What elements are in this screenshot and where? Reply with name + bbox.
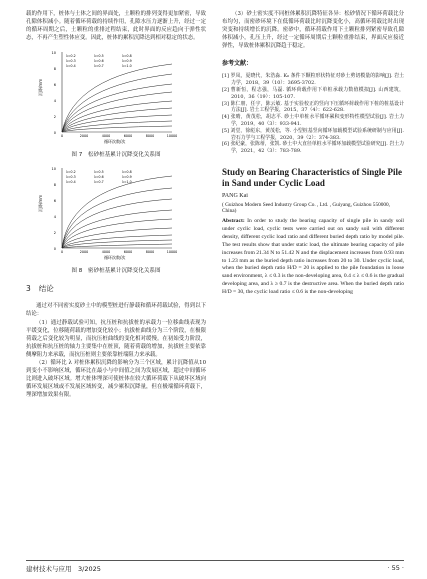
svg-text:4000: 4000 (101, 134, 111, 139)
svg-text:λ=0.6: λ=0.6 (94, 59, 104, 64)
figure-7-chart (26, 46, 206, 148)
svg-text:10: 10 (51, 167, 56, 172)
svg-text:λ=0.7: λ=0.7 (94, 180, 104, 185)
svg-text:λ=0.6: λ=0.6 (94, 175, 104, 180)
figure-8-caption: 图 8 密砂桩基累计沉降变化关系图 (71, 268, 161, 275)
svg-text:8000: 8000 (145, 250, 155, 255)
svg-text:λ=0.3: λ=0.3 (66, 59, 76, 64)
svg-text:λ=0.4: λ=0.4 (66, 64, 76, 69)
reference-item: [1] 罗凤，夏晓代，朱浩淼. K₀ 条件下颗粒形状特征对砂土剪切模量的影响[J]. 岩土力学，2018，39（10）：3695-3702. (222, 73, 404, 87)
abstract-label: Abstract: (222, 218, 245, 225)
svg-text:2: 2 (53, 231, 56, 236)
abstract-text: In order to study the bearing capacity of single pile in sandy soil under cyclic load, cyclic tests were carried out on sandy soil with different density, different cyclic load ratio and different buried depth ratio by model pile. The test results show that under static load, the ultimate bearing capacity of pile increases from 21.34 N to 51.42 N and the displacement increases from 0.93 mm to 1.23 mm as the buried depth ratio increases from 20 to 30. Under cyclic load, when the buried depth ratio H/D = 20 is applied to the pile foundation in loose sand environment, λ ≤ 0.3 is the non-developing area, 0.4 ≤ λ ≤ 0.6 is the gradual developing area, and λ ≥ 0.7 is the destructive area. When the buried depth ratio H/D = 30, the cyclic load ratio ≤ 0.6 is the non-developing (222, 218, 404, 296)
svg-text:0: 0 (53, 131, 56, 136)
svg-text:λ=0.5: λ=0.5 (94, 54, 104, 59)
page-footer (26, 560, 404, 573)
figure-7 (26, 46, 206, 148)
svg-text:0: 0 (53, 247, 56, 252)
figure-8 (26, 162, 206, 264)
svg-text:λ=0.9: λ=0.9 (122, 175, 132, 180)
svg-text:λ=0.9: λ=0.9 (122, 59, 132, 64)
section-title: 结论 (38, 284, 54, 294)
section-number: 3 (26, 284, 31, 294)
svg-text:λ=0.8: λ=0.8 (122, 170, 132, 175)
english-abstract (222, 218, 404, 297)
svg-text:10000: 10000 (166, 250, 178, 255)
svg-text:6000: 6000 (123, 134, 133, 139)
left-column (26, 10, 206, 400)
svg-text:λ=1.0: λ=1.0 (122, 64, 132, 69)
svg-text:λ=0.2: λ=0.2 (66, 54, 76, 59)
conclusion-3: （3）砂土密实度不同桩体累积沉降特征各异：松砂情况下循环荷载比分布均匀，而密砂环境下在低循环荷载比时沉降变化小，高循环荷载比时出现突变和持续增长的沉降。密砂中，循环荷载作用下土颗粒排列紧密导致孔隙体积减小，孔压上升，经过一定循环周期后土颗粒重排结束，界面反应接近弹性，导致桩体累积沉降趋于稳定。 (222, 11, 404, 50)
svg-text:λ=0.5: λ=0.5 (94, 170, 104, 175)
conclusion-1: （1）通过静载试验可知，抗压桩和抗拔桩的承载力一位移曲线表现为平缓变化，位移随荷载的增加变化较小；抗拔桩曲线分为三个阶段，在极限荷载之后变化较为明显，而抗压桩曲线的变化相对缓慢。在初始受力阶段，抗拔桩和抗压桩的轴力主要集中在桩顶，随着荷载的增加，抗拔桩主要依靠侧摩阻力来承载，而抗压桩则主要依靠桩端阻力来承载。 (26, 319, 206, 358)
figure-8-chart (26, 162, 206, 264)
reference-item: [3] 陈仁朋，任宇，陈云敏. 基于实验校正的竖向下压循环荷载作用下桩的桩基设计方法[J]. 岩土工程学报，2015，37（4）：622-628. (222, 100, 404, 114)
svg-text:0: 0 (60, 250, 64, 255)
reference-item: [6] 张纪豪，张陈蒂，张凯. 砂土中大直径单桩水平循环加载模型试验研究[J]. 岩土力学，2021，42（3）：783-789. (222, 141, 404, 155)
svg-text:10000: 10000 (166, 134, 178, 139)
fig7-ylabel: 沉降/mm (38, 79, 43, 97)
section-heading (26, 283, 206, 294)
svg-text:8: 8 (53, 183, 56, 188)
svg-text:8: 8 (53, 67, 56, 72)
references-heading: 参考文献： (222, 60, 253, 68)
intro-paragraph: 载的作用下，桩体与土体之间的界面处，土颗粒的排列变得更加紧密，导致孔隙体积减小。随着循环荷载的持续作用，孔隙水压力逐渐上升，经过一定的循环周期之后，土颗粒的重排过程结束，此时界面的反应趋向于弹性状态，不再产生塑性体应变。因此，桩体的累积沉降达到相对稳定的状态。 (26, 11, 206, 42)
page-number: · 55 · (387, 564, 404, 572)
svg-text:λ=0.4: λ=0.4 (66, 180, 76, 185)
fig8-ylabel: 沉降/mm (38, 195, 43, 213)
svg-text:0: 0 (60, 134, 64, 139)
svg-text:2000: 2000 (79, 250, 89, 255)
reference-item: [4] 张晴，黄茂松，胡志平. 砂土中单桩水平循环累积变形特性模型试验[J]. 岩土力学，2019，40（3）：933-941. (222, 114, 404, 128)
svg-text:4000: 4000 (101, 250, 111, 255)
svg-text:10: 10 (51, 51, 56, 56)
svg-text:4: 4 (53, 215, 56, 220)
reference-item: [2] 曹新恒，程志强，马磊. 循环荷载作用下单桩承载力数值模拟[J]. 山西建筑，2010，36（19）：105-107. (222, 87, 404, 100)
svg-text:2: 2 (53, 115, 56, 120)
svg-text:6: 6 (53, 83, 56, 88)
right-column (222, 10, 404, 297)
fig7-xlabel: 循环次数/次 (104, 139, 126, 145)
svg-text:8000: 8000 (145, 134, 155, 139)
svg-text:λ=0.3: λ=0.3 (66, 175, 76, 180)
svg-text:6000: 6000 (123, 250, 133, 255)
figure-7-caption: 图 7 松砂桩基累计沉降变化关系图 (71, 152, 161, 159)
svg-text:λ=0.7: λ=0.7 (94, 64, 104, 69)
english-author: PANG Kai (222, 193, 248, 200)
fig8-xlabel: 循环次数/次 (104, 255, 126, 261)
svg-text:4: 4 (53, 99, 56, 104)
svg-text:λ=1.0: λ=1.0 (122, 180, 132, 185)
english-affiliation: ( Guizhou Modern Seed Industry Group Co. , Ltd. , Guiyang, Guizhou 550000, China) (222, 202, 391, 215)
conclusion-intro: 通过对不同密实度砂土中的模型桩进行静载和循环荷载试验，得到以下结论： (26, 303, 206, 318)
svg-text:2000: 2000 (79, 134, 89, 139)
svg-text:λ=0.2: λ=0.2 (66, 170, 76, 175)
svg-text:6: 6 (53, 199, 56, 204)
english-title: Study on Bearing Characteristics of Single Pile in Sand under Cyclic Load (222, 167, 402, 189)
journal-name: 建材技术与应用 3/2025 (26, 565, 101, 573)
svg-text:λ=0.8: λ=0.8 (122, 54, 132, 59)
conclusion-2: （2）循环比 λ 对桩体累积沉降的影响分为三个区域，累计沉降值从10到变小不影响区域，循环比在最小与中间值之间为发展区域，超过中间循环比则进入破坏区域。增大桩体埋深可使桩体在较大循环荷载下从破坏区域向循环发展区域或不发展区域转变，减少累积沉降量，但在极端循环荷载下，埋深增加效果有限。 (26, 360, 206, 399)
reference-item: [5] 刘堂，徐彪东，黄茂松，等. 小型桩基竖向循环加载模型试验系统研制与应用[J]. 岩石力学与工程学报，2020，39（2）：374-383. (222, 127, 404, 141)
